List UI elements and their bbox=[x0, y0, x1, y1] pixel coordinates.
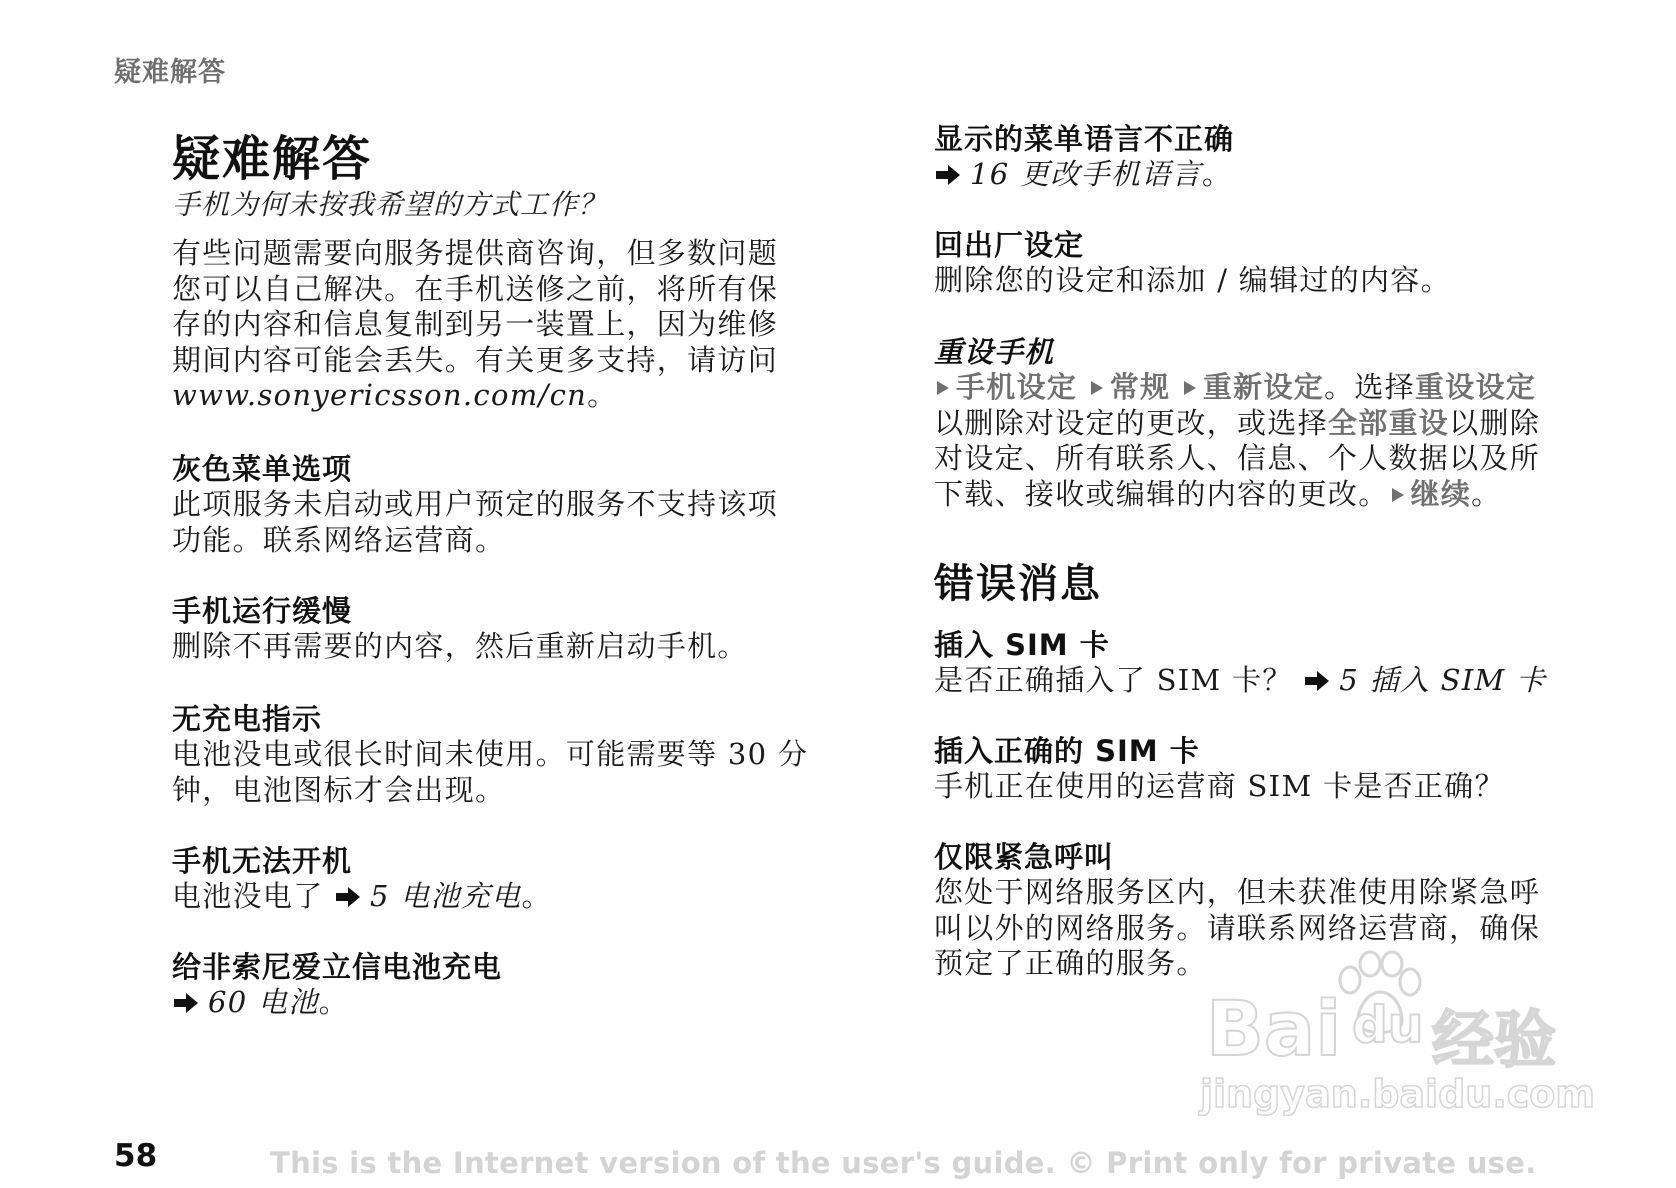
menu-item-general[interactable]: 常规 bbox=[1109, 370, 1171, 404]
section-gray-menu bbox=[172, 452, 832, 558]
option-reset-all[interactable]: 全部重设 bbox=[1327, 405, 1450, 440]
section-slow-phone bbox=[172, 594, 832, 665]
reset-line-2 bbox=[934, 406, 1594, 442]
intro-url-suffix: 。 bbox=[587, 378, 618, 412]
ref-suffix: 。 bbox=[1201, 157, 1233, 191]
reset-text: 下载、接收或编辑的内容的更改。 bbox=[934, 476, 1389, 511]
section-text: 电池没电了 bbox=[172, 879, 324, 913]
section-heading: 回出厂设定 bbox=[934, 228, 1085, 262]
arrow-ref-icon bbox=[334, 886, 362, 908]
arrow-ref-icon bbox=[934, 164, 962, 186]
reset-text: 以删除 bbox=[1449, 405, 1541, 440]
arrow-ref-icon bbox=[1303, 670, 1331, 692]
section-line: 删除不再需要的内容，然后重新启动手机。 bbox=[172, 629, 748, 663]
footer-note: This is the Internet version of the user's guide. © Print only for private use. bbox=[270, 1146, 1537, 1180]
section-heading: 无充电指示 bbox=[172, 702, 323, 736]
section-line: 电池没电或很长时间未使用。可能需要等 30 分 bbox=[172, 737, 809, 771]
menu-arrow-icon bbox=[1090, 380, 1104, 396]
intro-url-line bbox=[172, 378, 832, 414]
section-insert-correct-sim bbox=[934, 734, 1584, 805]
section-heading: 手机运行缓慢 bbox=[172, 594, 353, 628]
page-subtitle: 手机为何未按我希望的方式工作？ bbox=[172, 188, 608, 221]
watermark-brand: Bai bbox=[1206, 984, 1342, 1073]
intro-line: 有些问题需要向服务提供商咨询，但多数问题 bbox=[172, 236, 779, 270]
page-ref-link[interactable]: 5 电池充电 bbox=[370, 879, 522, 913]
section-heading: 显示的菜单语言不正确 bbox=[934, 122, 1235, 156]
ref-suffix: 。 bbox=[521, 879, 552, 913]
section-heading: 重设手机 bbox=[934, 335, 1055, 369]
intro-line: 存的内容和信息复制到另一装置上，因为维修 bbox=[172, 307, 779, 341]
section-text: 是否正确插入了 SIM 卡？ bbox=[934, 663, 1293, 697]
menu-item-phone-settings[interactable]: 手机设定 bbox=[956, 370, 1078, 404]
reset-line-4 bbox=[934, 477, 1594, 513]
support-url[interactable]: www.sonyericsson.com/cn bbox=[172, 378, 588, 412]
intro-line: 您可以自己解决。在手机送修之前，将所有保 bbox=[172, 271, 779, 306]
section-menu-language bbox=[934, 122, 1584, 193]
section-line: 钟，电池图标才会出现。 bbox=[172, 772, 506, 807]
page-title: 疑难解答 bbox=[172, 131, 373, 187]
page-ref-link[interactable]: 16 更改手机语言 bbox=[970, 157, 1202, 191]
baidu-watermark bbox=[1200, 950, 1595, 1120]
section-line bbox=[172, 879, 832, 915]
section-factory-reset bbox=[934, 228, 1584, 299]
section-line: 叫以外的网络服务。请联系网络运营商，确保 bbox=[934, 910, 1541, 945]
section-line: 手机正在使用的运营商 SIM 卡是否正确？ bbox=[934, 769, 1505, 803]
section-heading: 插入正确的 SIM 卡 bbox=[934, 734, 1200, 768]
watermark-url: jingyan.baidu.com bbox=[1200, 1072, 1595, 1116]
section-line: 删除您的设定和添加 / 编辑过的内容。 bbox=[934, 263, 1451, 297]
reset-text: 。选择 bbox=[1324, 370, 1415, 404]
watermark-brand-du: du bbox=[1352, 996, 1424, 1054]
section-line bbox=[934, 663, 1584, 699]
reset-line-1 bbox=[934, 370, 1594, 406]
section-line bbox=[172, 985, 832, 1021]
running-header: 疑难解答 bbox=[114, 57, 226, 88]
section-line: 您处于网络服务区内，但未获准使用除紧急呼 bbox=[934, 875, 1541, 909]
section-reset-phone bbox=[934, 335, 1594, 512]
errors-section-title: 错误消息 bbox=[934, 561, 1102, 607]
section-line: 预定了正确的服务。 bbox=[934, 946, 1207, 980]
menu-item-continue[interactable]: 继续 bbox=[1410, 476, 1472, 511]
section-heading: 仅限紧急呼叫 bbox=[934, 840, 1115, 874]
watermark-brand-jingyan: 经验 bbox=[1432, 1003, 1557, 1076]
menu-item-reset[interactable]: 重新设定 bbox=[1202, 370, 1325, 404]
section-heading: 手机无法开机 bbox=[172, 844, 353, 878]
section-heading: 插入 SIM 卡 bbox=[934, 628, 1110, 662]
page-ref-link[interactable]: 60 电池 bbox=[208, 985, 319, 1019]
section-heading: 给非索尼爱立信电池充电 bbox=[172, 950, 503, 984]
ref-suffix: 。 bbox=[318, 985, 349, 1019]
section-line bbox=[934, 157, 1584, 193]
arrow-ref-icon bbox=[172, 992, 200, 1014]
reset-text: 以删除对设定的更改，或选择 bbox=[934, 405, 1328, 440]
intro-line: 期间内容可能会丢失。有关更多支持，请访问 bbox=[172, 342, 779, 377]
option-reset-settings[interactable]: 重设设定 bbox=[1414, 370, 1537, 404]
section-no-power bbox=[172, 844, 832, 915]
reset-text: 。 bbox=[1471, 476, 1502, 511]
section-line: 此项服务未启动或用户预定的服务不支持该项 bbox=[172, 487, 779, 521]
page-number: 58 bbox=[114, 1138, 158, 1174]
section-line: 功能。联系网络运营商。 bbox=[172, 522, 506, 557]
section-non-se-battery bbox=[172, 950, 832, 1021]
section-no-charge bbox=[172, 702, 852, 808]
section-heading: 灰色菜单选项 bbox=[172, 452, 353, 486]
menu-arrow-icon bbox=[1391, 487, 1405, 503]
page-ref-link[interactable]: 5 插入 SIM 卡 bbox=[1339, 663, 1547, 697]
menu-arrow-icon bbox=[1183, 380, 1197, 396]
section-insert-sim bbox=[934, 628, 1584, 699]
reset-line-3: 对设定、所有联系人、信息、个人数据以及所 bbox=[934, 441, 1541, 475]
intro-paragraph bbox=[172, 236, 832, 414]
menu-arrow-icon bbox=[936, 380, 950, 396]
